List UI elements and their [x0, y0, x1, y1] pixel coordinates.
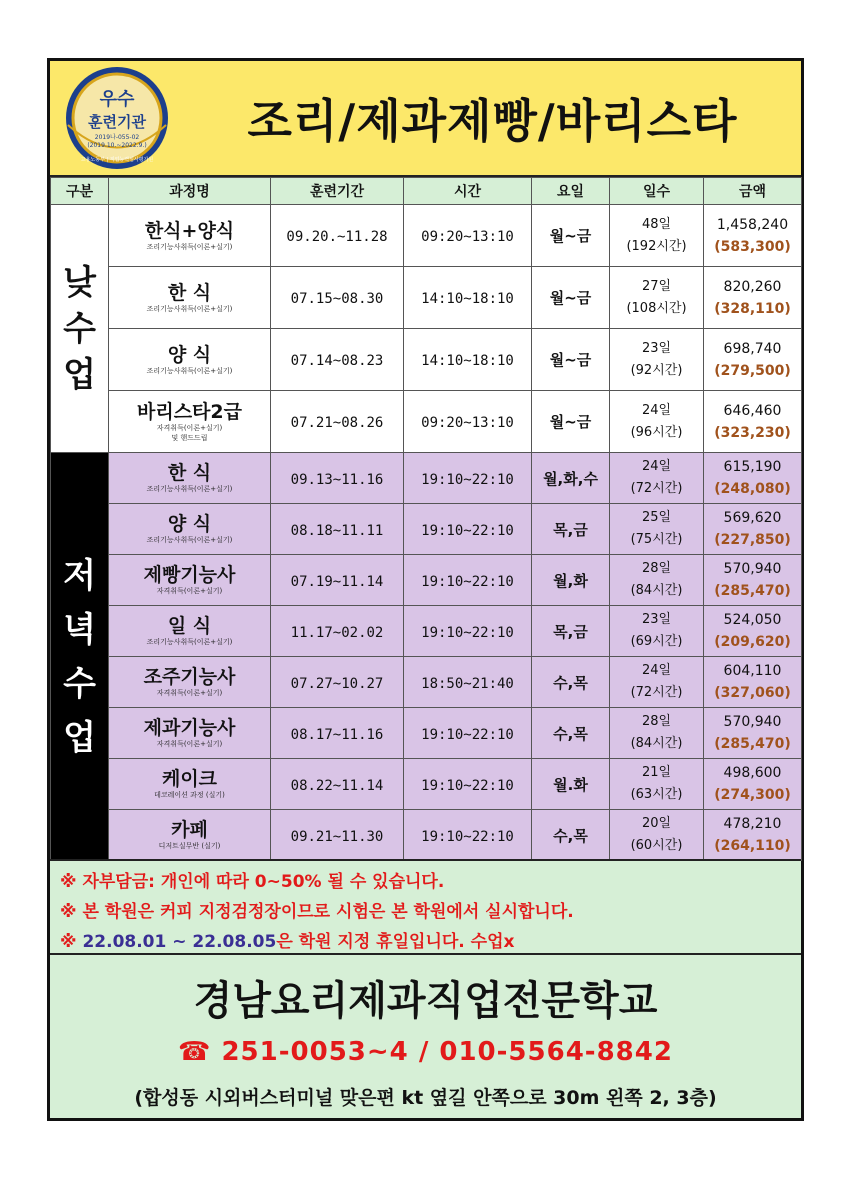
amount-cell: [704, 606, 802, 657]
day-count: 20일: [641, 816, 672, 831]
class-time: 19:10~22:10: [421, 777, 514, 794]
day-count: 25일: [641, 510, 672, 525]
class-time: 19:10~22:10: [421, 828, 514, 845]
self-pay-amount: (209,620): [714, 634, 791, 650]
course-cell: [109, 329, 271, 391]
training-period: 08.18~11.11: [290, 522, 384, 539]
weekday: 월,화: [553, 571, 588, 590]
course-cell: [109, 205, 271, 267]
table-row: [51, 205, 802, 267]
time-cell: [404, 759, 532, 810]
course-subtitle-2: 및 핸드드립: [171, 433, 208, 442]
course-name: 한 식: [167, 281, 212, 304]
period-cell: [271, 205, 404, 267]
tuition-amount: 569,620: [723, 510, 782, 526]
amount-cell: [704, 759, 802, 810]
weekday: 월,화,수: [543, 469, 598, 488]
self-pay-amount: (328,110): [714, 300, 791, 317]
hour-count: (108시간): [626, 300, 687, 316]
class-time: 14:10~18:10: [421, 291, 514, 307]
header-cell: 훈련기간: [271, 178, 404, 205]
course-subtitle: 디저트실무반 (실기): [158, 842, 221, 850]
course-cell: [109, 267, 271, 329]
notice-exam-center: ※ 본 학원은 커피 지정검정장이므로 시험은 본 학원에서 실시합니다.: [60, 902, 574, 922]
training-period: 07.27~10.27: [290, 675, 384, 692]
time-cell: [404, 391, 532, 453]
hour-count: (92시간): [630, 362, 683, 378]
course-name: 카페: [171, 819, 208, 841]
weekday-cell: [532, 267, 610, 329]
svg-text:우수: 우수: [99, 89, 135, 110]
side-char: 수: [63, 308, 96, 349]
amount-cell: [704, 391, 802, 453]
period-cell: [271, 606, 404, 657]
notice-self-pay: ※ 자부담금: 개인에 따라 0~50% 될 수 있습니다.: [60, 872, 445, 892]
day-count: 23일: [641, 612, 672, 627]
weekday: 월~금: [549, 413, 592, 431]
course-cell: [109, 504, 271, 555]
course-cell: [109, 657, 271, 708]
time-cell: [404, 555, 532, 606]
weekday: 수,목: [553, 673, 588, 692]
amount-cell: [704, 810, 802, 861]
course-subtitle: 데코레이션 과정 (실기): [154, 791, 225, 799]
day-count: 24일: [641, 402, 672, 418]
table-body: [51, 205, 802, 861]
table-header-row: [51, 178, 802, 205]
weekday: 목,금: [553, 622, 588, 641]
course-cell: [109, 606, 271, 657]
weekday-cell: [532, 391, 610, 453]
tuition-amount: 498,600: [723, 765, 782, 781]
training-period: 09.13~11.16: [290, 471, 384, 488]
side-char: 업: [63, 354, 96, 395]
amount-cell: [704, 657, 802, 708]
table-row: [51, 504, 802, 555]
title-banner: [50, 61, 801, 177]
table-row: [51, 453, 802, 504]
class-time: 19:10~22:10: [421, 522, 514, 539]
training-institution-badge-icon: [54, 65, 180, 171]
day-count: 28일: [641, 714, 672, 729]
weekday: 수,목: [553, 826, 588, 845]
course-name: 케이크: [161, 768, 218, 790]
hour-count: (84시간): [630, 736, 683, 751]
day-count: 24일: [641, 663, 672, 678]
weekday-cell: [532, 657, 610, 708]
period-cell: [271, 708, 404, 759]
svg-text:훈련기관: 훈련기관: [88, 113, 146, 131]
days-cell: [610, 555, 704, 606]
school-name: 경남요리제과직업전문학교: [193, 978, 658, 1024]
weekday: 수,목: [553, 724, 588, 743]
training-period: 07.14~08.23: [290, 353, 384, 369]
course-subtitle: 조리기능사취득(이론+실기): [146, 304, 233, 313]
training-period: 07.15~08.30: [290, 291, 384, 307]
tuition-amount: 615,190: [723, 459, 782, 475]
page-title: 조리/제과제빵/바리스타: [247, 94, 738, 148]
course-subtitle: 조리기능사취득(이론+실기): [146, 638, 233, 646]
day-count: 24일: [641, 459, 672, 474]
time-cell: [404, 267, 532, 329]
training-period: 08.17~11.16: [290, 726, 384, 743]
day-count: 27일: [641, 278, 672, 294]
table-row: [51, 329, 802, 391]
course-name: 한식+양식: [144, 219, 235, 242]
self-pay-amount: (583,300): [714, 238, 791, 255]
table-row: [51, 759, 802, 810]
class-time: 19:10~22:10: [421, 624, 514, 641]
training-period: 07.21~08.26: [290, 415, 384, 431]
side-char: 녁: [63, 609, 96, 650]
table-row: [51, 555, 802, 606]
time-cell: [404, 205, 532, 267]
self-pay-amount: (327,060): [714, 685, 791, 701]
header-cell: 요일: [532, 178, 610, 205]
table-row: [51, 606, 802, 657]
course-name: 바리스타2급: [137, 400, 242, 423]
days-cell: [610, 708, 704, 759]
amount-cell: [704, 453, 802, 504]
time-cell: [404, 329, 532, 391]
notice-box: [50, 859, 801, 955]
training-period: 09.20.~11.28: [286, 229, 388, 245]
time-cell: [404, 453, 532, 504]
hour-count: (72시간): [630, 685, 683, 700]
days-cell: [610, 504, 704, 555]
time-cell: [404, 657, 532, 708]
self-pay-amount: (248,080): [714, 481, 791, 497]
weekday-cell: [532, 810, 610, 861]
weekday: 월~금: [549, 227, 592, 245]
svg-text:고용노동부 | 직업능력심사평가원: 고용노동부 | 직업능력심사평가원: [80, 157, 154, 163]
table-row: [51, 657, 802, 708]
days-cell: [610, 329, 704, 391]
days-cell: [610, 391, 704, 453]
course-name: 양 식: [167, 513, 212, 535]
tuition-amount: 698,740: [723, 340, 782, 357]
course-subtitle: 자격취득(이론+실기): [156, 423, 223, 432]
time-cell: [404, 504, 532, 555]
weekday-cell: [532, 606, 610, 657]
course-name: 조주기능사: [143, 666, 236, 688]
days-cell: [610, 810, 704, 861]
hour-count: (72시간): [630, 481, 683, 496]
period-cell: [271, 810, 404, 861]
course-subtitle: 조리기능사취득(이론+실기): [146, 485, 233, 493]
course-subtitle: 조리기능사취득(이론+실기): [146, 242, 233, 251]
side-char: 수: [63, 663, 96, 704]
address: (합성동 시외버스터미널 맞은편 kt 옆길 안쪽으로 30m 왼쪽 2, 3층): [134, 1087, 717, 1109]
hour-count: (69시간): [630, 634, 683, 649]
day-count: 48일: [641, 216, 672, 232]
course-subtitle: 조리기능사취득(이론+실기): [146, 366, 233, 375]
amount-cell: [704, 504, 802, 555]
days-cell: [610, 657, 704, 708]
period-cell: [271, 391, 404, 453]
weekday-cell: [532, 555, 610, 606]
amount-cell: [704, 329, 802, 391]
period-cell: [271, 759, 404, 810]
time-cell: [404, 810, 532, 861]
training-period: 07.19~11.14: [290, 573, 384, 590]
course-name: 일 식: [167, 615, 212, 637]
tuition-amount: 1,458,240: [716, 216, 789, 233]
weekday-cell: [532, 504, 610, 555]
weekday-cell: [532, 205, 610, 267]
days-cell: [610, 759, 704, 810]
holiday-text: 은 학원 지정 휴일입니다. 수업x: [276, 932, 515, 952]
weekday-cell: [532, 759, 610, 810]
evening-class-label: [51, 453, 109, 861]
header-cell: 시간: [404, 178, 532, 205]
side-char: 저: [63, 555, 96, 596]
course-cell: [109, 391, 271, 453]
course-cell: [109, 759, 271, 810]
tuition-amount: 570,940: [723, 714, 782, 730]
table-row: [51, 267, 802, 329]
course-subtitle: 자격취득(이론+실기): [156, 587, 223, 595]
header-cell: 구분: [51, 178, 109, 205]
tuition-amount: 646,460: [723, 402, 782, 419]
day-count: 21일: [641, 765, 672, 780]
class-time: 09:20~13:10: [421, 415, 514, 431]
brochure-frame: [47, 58, 804, 1121]
time-cell: [404, 606, 532, 657]
self-pay-amount: (285,470): [714, 583, 791, 599]
days-cell: [610, 267, 704, 329]
course-name: 양 식: [167, 343, 212, 366]
weekday: 월~금: [549, 289, 592, 307]
amount-cell: [704, 267, 802, 329]
header-cell: 금액: [704, 178, 802, 205]
course-name: 제빵기능사: [143, 564, 236, 586]
day-count: 28일: [641, 561, 672, 576]
class-time: 19:10~22:10: [421, 726, 514, 743]
hour-count: (192시간): [626, 238, 687, 254]
course-name: 제과기능사: [143, 717, 236, 739]
table-row: [51, 391, 802, 453]
time-cell: [404, 708, 532, 759]
weekday-cell: [532, 329, 610, 391]
self-pay-amount: (264,110): [714, 838, 791, 854]
period-cell: [271, 267, 404, 329]
course-name: 한 식: [167, 462, 212, 484]
course-cell: [109, 453, 271, 504]
training-period: 11.17~02.02: [290, 624, 384, 641]
table-row: [51, 708, 802, 759]
class-time: 14:10~18:10: [421, 353, 514, 369]
svg-text:(2019.10.~2022.9.): (2019.10.~2022.9.): [87, 142, 147, 149]
self-pay-amount: (323,230): [714, 424, 791, 441]
class-time: 09:20~13:10: [421, 229, 514, 245]
period-cell: [271, 504, 404, 555]
self-pay-amount: (279,500): [714, 362, 791, 379]
training-period: 08.22~11.14: [290, 777, 384, 794]
phone-numbers: ☎ 251-0053~4 / 010-5564-8842: [178, 1037, 673, 1067]
notice-holiday: [60, 927, 801, 957]
hour-count: (84시간): [630, 583, 683, 598]
holiday-dates: 22.08.01 ~ 22.08.05: [82, 932, 277, 952]
day-count: 23일: [641, 340, 672, 356]
hour-count: (60시간): [630, 838, 683, 853]
day-class-label: [51, 205, 109, 453]
svg-text:2019나-055-02: 2019나-055-02: [94, 134, 140, 141]
side-char: 업: [63, 717, 96, 758]
weekday: 월~금: [549, 351, 592, 369]
course-cell: [109, 810, 271, 861]
days-cell: [610, 205, 704, 267]
days-cell: [610, 606, 704, 657]
tuition-amount: 820,260: [723, 278, 782, 295]
tuition-amount: 524,050: [723, 612, 782, 628]
days-cell: [610, 453, 704, 504]
notice-mark: ※: [60, 932, 77, 952]
course-cell: [109, 555, 271, 606]
period-cell: [271, 329, 404, 391]
header-cell: 과정명: [109, 178, 271, 205]
period-cell: [271, 453, 404, 504]
hour-count: (96시간): [630, 424, 683, 440]
period-cell: [271, 657, 404, 708]
class-time: 19:10~22:10: [421, 471, 514, 488]
course-subtitle: 자격취득(이론+실기): [156, 740, 223, 748]
class-time: 18:50~21:40: [421, 675, 514, 692]
hour-count: (63시간): [630, 787, 683, 802]
footer: [50, 955, 801, 1118]
hour-count: (75시간): [630, 532, 683, 547]
tuition-amount: 604,110: [723, 663, 782, 679]
self-pay-amount: (227,850): [714, 532, 791, 548]
header-cell: 일수: [610, 178, 704, 205]
amount-cell: [704, 205, 802, 267]
course-schedule-table: [50, 177, 802, 861]
course-subtitle: 조리기능사취득(이론+실기): [146, 536, 233, 544]
class-time: 19:10~22:10: [421, 573, 514, 590]
weekday-cell: [532, 708, 610, 759]
tuition-amount: 570,940: [723, 561, 782, 577]
weekday: 월.화: [553, 775, 588, 794]
period-cell: [271, 555, 404, 606]
self-pay-amount: (285,470): [714, 736, 791, 752]
course-cell: [109, 708, 271, 759]
self-pay-amount: (274,300): [714, 787, 791, 803]
amount-cell: [704, 555, 802, 606]
amount-cell: [704, 708, 802, 759]
weekday-cell: [532, 453, 610, 504]
side-char: 낮: [63, 262, 96, 303]
weekday: 목,금: [553, 520, 588, 539]
course-subtitle: 자격취득(이론+실기): [156, 689, 223, 697]
tuition-amount: 478,210: [723, 816, 782, 832]
training-period: 09.21~11.30: [290, 828, 384, 845]
table-row: [51, 810, 802, 861]
